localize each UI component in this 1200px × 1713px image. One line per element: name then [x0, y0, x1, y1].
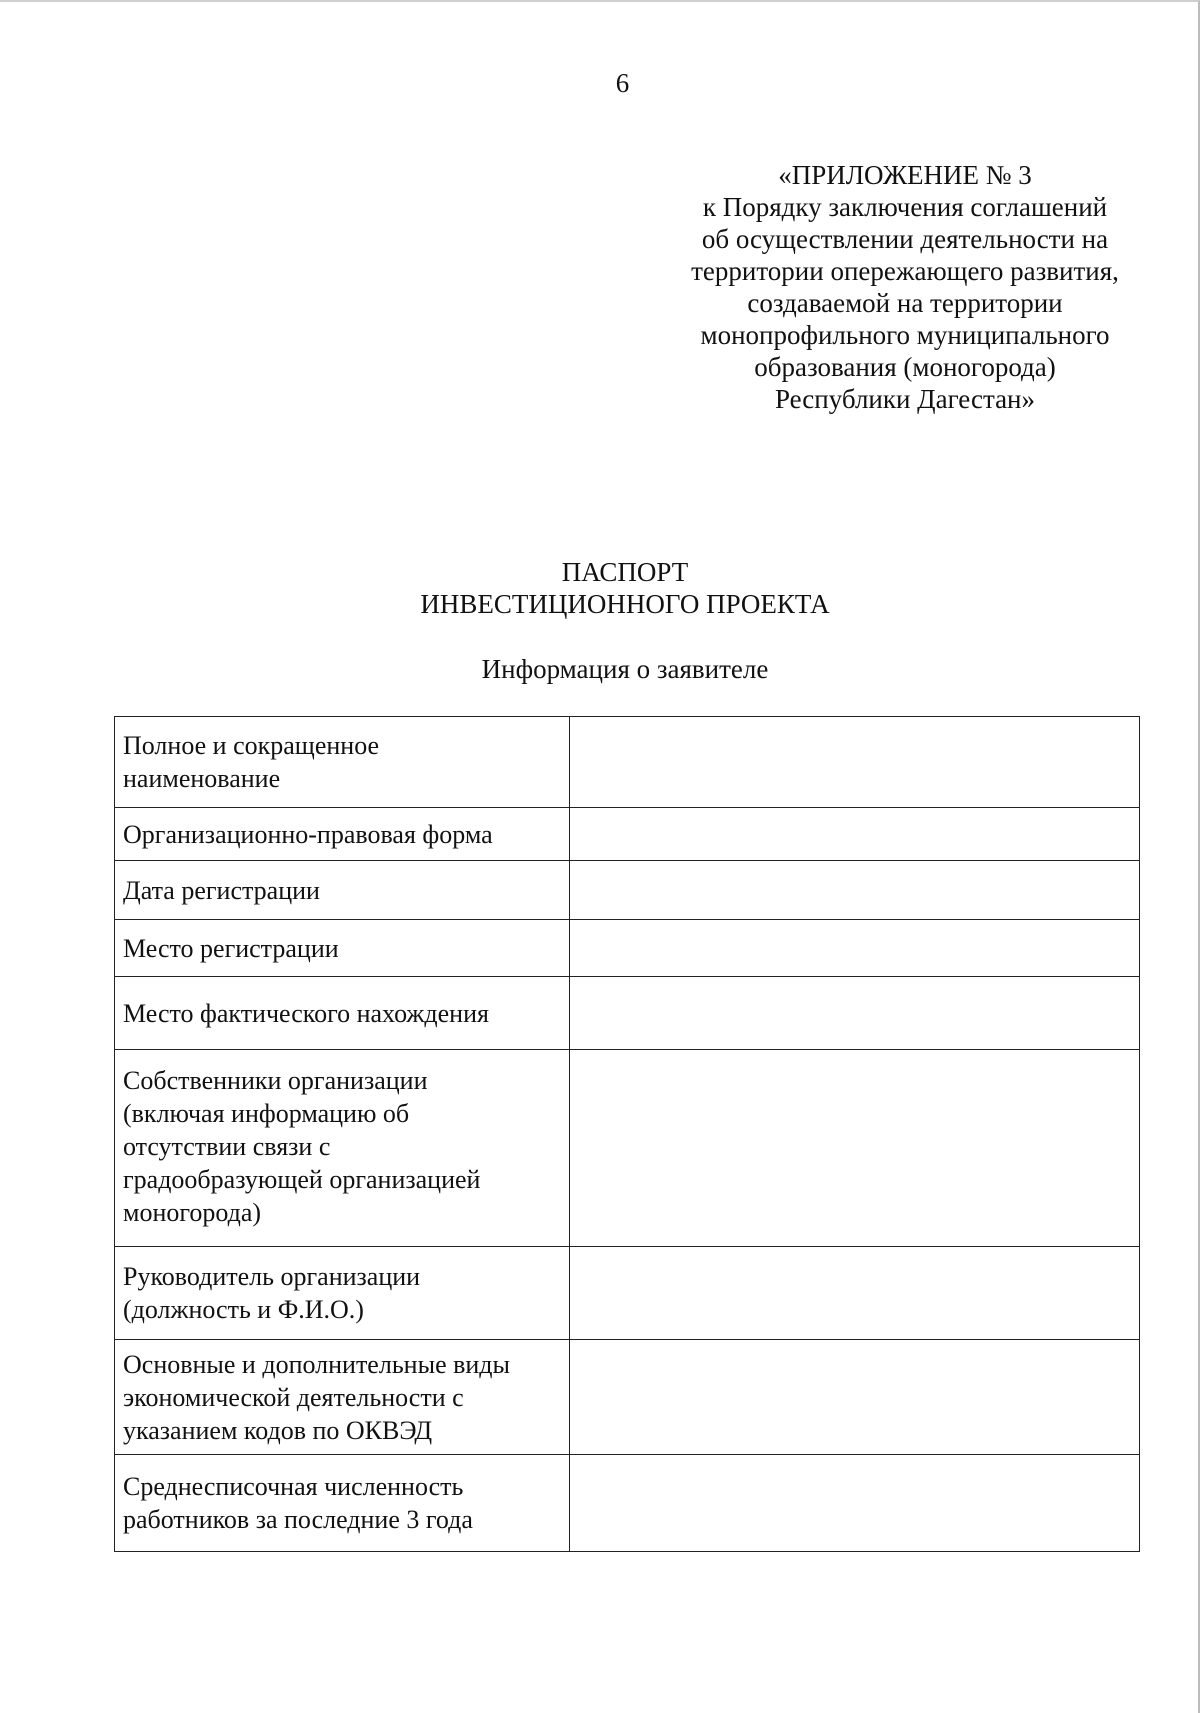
table-row — [115, 977, 1140, 1050]
page-number: 6 — [615, 68, 630, 98]
appendix-line: к Порядку заключения соглашений — [702, 192, 1108, 222]
row-label — [115, 808, 570, 861]
row-label-text: Собственники организации (включая информацию об отсутствии связи с градообразующей организацией моногорода) — [123, 1066, 481, 1227]
table-row — [115, 1050, 1140, 1247]
row-label-text: Основные и дополнительные виды экономической деятельности с указанием кодов по ОКВЭД — [123, 1349, 510, 1445]
passport-title-line1: ПАСПОРТ — [561, 557, 689, 587]
row-label-text: Дата регистрации — [123, 875, 320, 905]
table-row — [115, 1247, 1140, 1340]
row-label — [115, 1050, 570, 1247]
appendix-line: образования (моногорода) — [754, 352, 1056, 382]
table-row — [115, 861, 1140, 920]
row-label-text: Руководитель организации (должность и Ф.И.О.) — [123, 1262, 421, 1324]
passport-title-line2: ИНВЕСТИЦИОННОГО ПРОЕКТА — [420, 589, 830, 619]
row-label-text: Место фактического нахождения — [123, 998, 489, 1028]
appendix-header — [660, 159, 1150, 415]
row-label — [115, 861, 570, 920]
table-row — [115, 1455, 1140, 1552]
row-value-field[interactable] — [570, 1247, 1140, 1340]
row-value-field[interactable] — [570, 717, 1140, 808]
row-value-field[interactable] — [570, 1455, 1140, 1552]
row-label — [115, 1340, 570, 1455]
row-value-field[interactable] — [570, 1340, 1140, 1455]
appendix-line: об осуществлении деятельности на — [701, 224, 1109, 254]
table-row — [115, 717, 1140, 808]
section-title: Информация о заявителе — [481, 654, 769, 684]
row-value-field[interactable] — [570, 861, 1140, 920]
row-label-text: Среднесписочная численность работников за последние 3 года — [123, 1472, 473, 1534]
row-label-text: Место регистрации — [123, 933, 339, 963]
passport-title — [325, 556, 925, 620]
row-value-field[interactable] — [570, 920, 1140, 977]
row-value-field[interactable] — [570, 808, 1140, 861]
appendix-line: монопрофильного муниципального — [700, 320, 1110, 350]
row-label — [115, 1247, 570, 1340]
row-label-text: Полное и сокращенное наименование — [123, 731, 380, 793]
appendix-line: создаваемой на территории — [747, 288, 1063, 318]
appendix-line: территории опережающего развития, — [691, 256, 1119, 286]
table-row — [115, 920, 1140, 977]
row-label-text: Организационно-правовая форма — [123, 819, 493, 849]
appendix-line: «ПРИЛОЖЕНИЕ № 3 — [778, 160, 1032, 190]
row-value-field[interactable] — [570, 1050, 1140, 1247]
row-label — [115, 1455, 570, 1552]
appendix-line: Республики Дагестан» — [774, 384, 1036, 414]
row-value-field[interactable] — [570, 977, 1140, 1050]
table-row — [115, 1340, 1140, 1455]
row-label — [115, 717, 570, 808]
applicant-info-table — [114, 716, 1140, 1552]
table-row — [115, 808, 1140, 861]
row-label — [115, 920, 570, 977]
row-label — [115, 977, 570, 1050]
